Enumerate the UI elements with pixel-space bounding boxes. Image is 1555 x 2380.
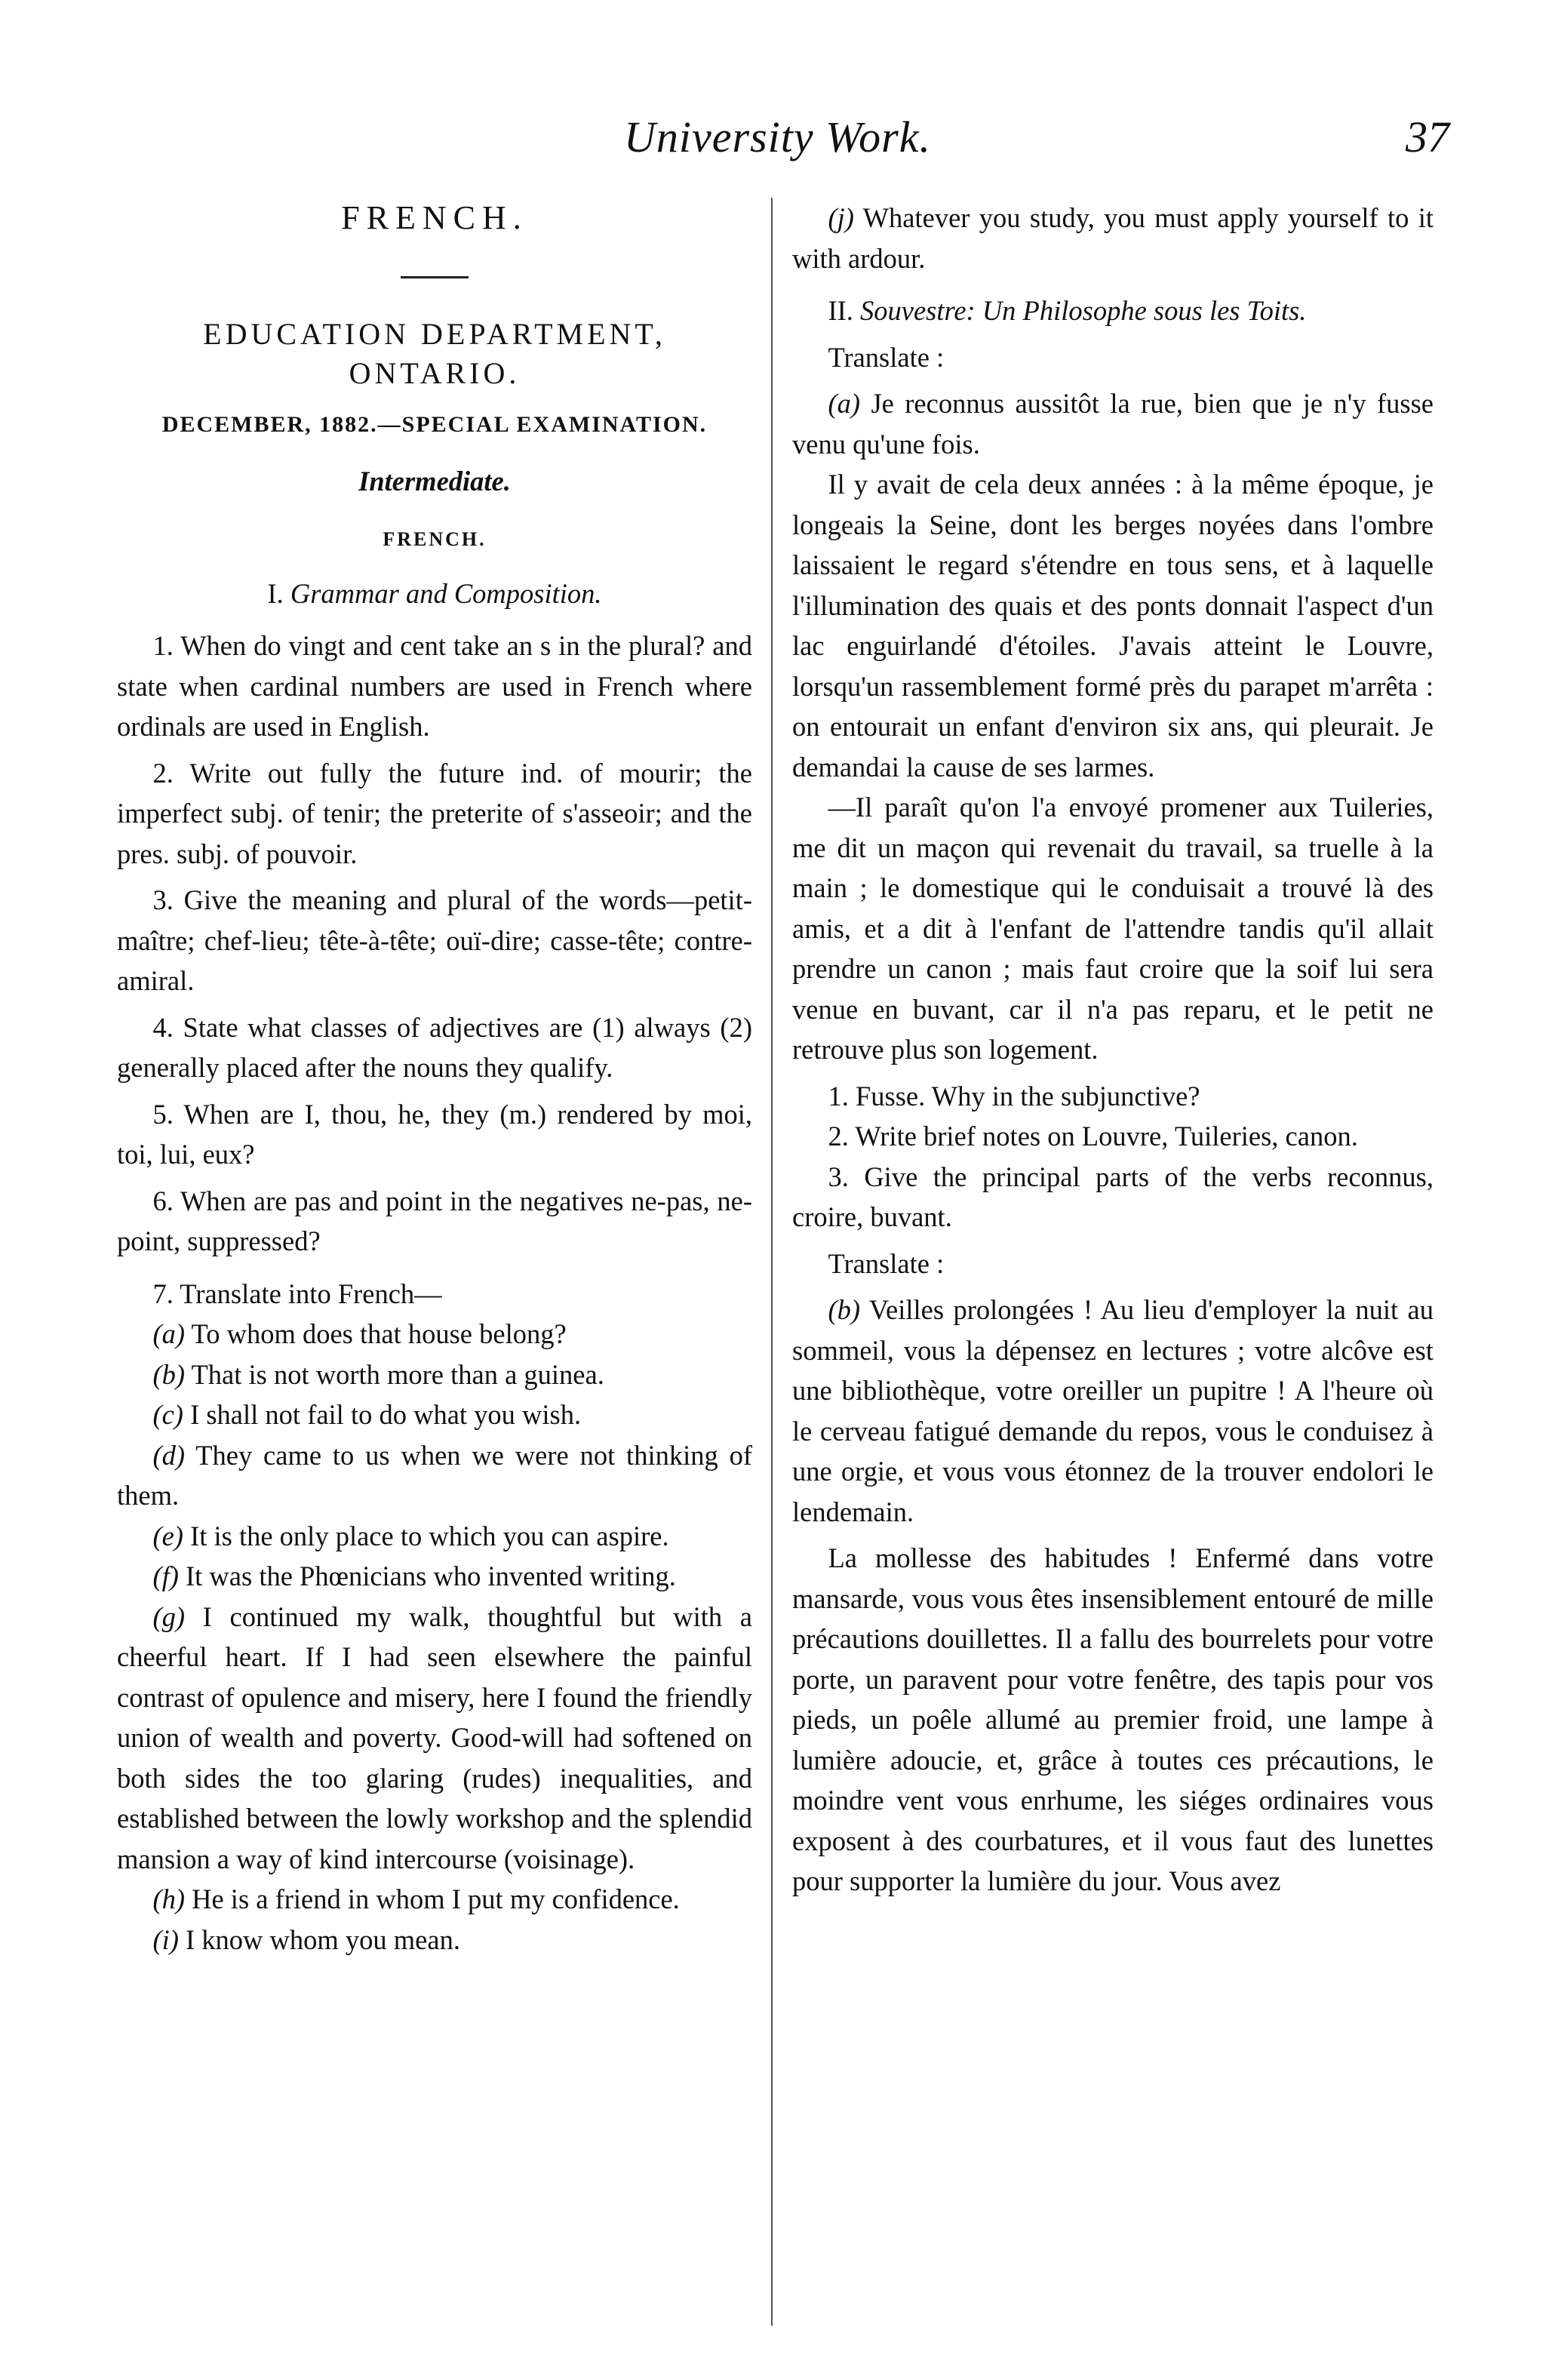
translation-item-h [117,1879,752,1920]
item-text: To whom does that house belong? [191,1318,567,1349]
translation-item-d [117,1435,752,1516]
section-number: I. [267,577,284,609]
item-text: They came to us when we were not thinking of them. [117,1439,752,1511]
item-text: I continued my walk, thoughtful but with a cheerful heart. If I had seen elsewhere the painful contrast of opulence and misery, here I found the friendly union of wealth and poverty. Good-will had softened on both sides the too glaring (rudes) inequalities, and established between the lowly workshop and the splendid mansion a way of kind intercourse (voisinage). [117,1601,752,1874]
passage-b-paragraph-1 [792,1290,1434,1532]
exam-heading: DECEMBER, 1882.—SPECIAL EXAMINATION. [161,411,708,437]
passage-question-1: 1. Fusse. Why in the subjunctive? [828,1080,1200,1112]
item-text: It is the only place to which you can aspire. [190,1520,669,1551]
running-header [0,106,1555,166]
translation-item-c [117,1394,752,1435]
passage-question-3: 3. Give the principal parts of the verbs reconnus, croire, buvant. [792,1161,1434,1232]
running-title: University Work. [624,112,931,161]
subject-heading: FRENCH. [383,528,487,550]
passage-a-paragraph-2: Il y avait de cela deux années : à la même époque, je longeais la Seine, dont les berges noyées dans l'ombre laissaient le regard s'étendre en tous sens, et à laquelle l'illumination des quais et des ponts donnait l'aspect d'un lac enguirlandé d'étoiles. J'avais atteint le Louvre, lorsqu'un rassemblement formé près du parapet m'arrêta : on entourait un enfant d'environ six ans, qui pleurait. Je demandai la cause de ses larmes. [792,469,1434,783]
translation-item-i [117,1920,752,1960]
item-text: I know whom you mean. [186,1923,460,1955]
item-label: (a) [152,1318,185,1349]
item-text: He is a friend in whom I put my confidence. [192,1883,680,1914]
passage-question-2: 2. Write brief notes on Louvre, Tuileries, canon. [828,1121,1358,1152]
passage-a-paragraph-1 [792,383,1434,464]
item-label: (j) [828,202,854,233]
passage-text: Je reconnus aussitôt la rue, bien que je n'y fusse venu qu'une fois. [792,388,1434,460]
item-text: Whatever you study, you must apply yourself to it with ardour. [792,202,1434,274]
section-name: Souvestre: Un Philosophe sous les Toits. [860,295,1307,326]
passage-b-paragraph-2: La mollesse des habitudes ! Enfermé dans votre mansarde, vous vous êtes insensiblement entouré de mille précautions douillettes. Il a fallu des bourrelets pour votre porte, un paravent pour votre fenêtre, des tapis pour vos pieds, un poêle allumé au premier froid, une lampe à lumière adoucie, et, grâce à toutes ces précautions, le moindre vent vous enrhume, les siéges ordinaires vous exposent à des courbatures, et il vous faut des lunettes pour supporter la lumière du jour. Vous avez [792,1542,1434,1896]
item-text: It was the Phœnicians who invented writing. [186,1561,676,1591]
translation-item-g [117,1597,752,1880]
passage-a-paragraph-3: —Il paraît qu'on l'a envoyé promener aux Tuileries, me dit un maçon qui revenait du travail, sa truelle à la main ; le domestique qui le conduisait a trouvé là des amis, et a dit à l'enfant de l'attendre tandis qu'il allait prendre un canon ; mais faut croire que la soif lui sera venue en buvant, car il n'a pas reparu, et le petit ne retrouve plus son logement. [792,792,1434,1065]
translate-label-1: Translate : [828,341,945,373]
section-number: II. [828,295,853,326]
question-3: 3. Give the meaning and plural of the words—petit-maître; chef-lieu; tête-à-tête; ouï-dire; casse-tête; contre-amiral. [117,884,752,996]
title-rule [401,276,469,278]
question-4: 4. State what classes of adjectives are (1) always (2) generally placed after the nouns they qualify. [117,1011,752,1083]
item-label: (g) [152,1601,185,1632]
level-heading: Intermediate. [358,465,511,497]
page-number: 37 [1406,112,1449,161]
question-6: 6. When are pas and point in the negatives ne-pas, ne-point, suppressed? [117,1185,752,1256]
item-label: (f) [152,1561,179,1591]
passage-label: (b) [828,1294,860,1325]
translation-item-e [117,1516,752,1557]
translation-item-f [117,1556,752,1597]
question-2: 2. Write out fully the future ind. of mourir; the imperfect subj. of tenir; the preterite of s'asseoir; and the pres. subj. of pouvoir. [117,757,752,869]
translation-item-b [117,1355,752,1395]
section-name: Grammar and Composition. [290,577,602,609]
translate-label-2: Translate : [828,1247,945,1279]
item-label: (b) [152,1358,185,1390]
passage-label: (a) [828,388,860,419]
left-column [117,198,752,1960]
passage-text: Veilles prolongées ! Au lieu d'employer la nuit au sommeil, vous la dépensez en lectures ; votre alcôve est une bibliothèque, votre oreiller un pupitre ! A l'heure où le cerveau fatigué demande du repos, vous le conduisez à une orgie, et vous vous étonnez de la trouver endolori le lendemain. [792,1294,1434,1527]
question-7: 7. Translate into French— [152,1278,442,1309]
item-label: (h) [152,1883,185,1914]
section-title-french: FRENCH. [341,199,528,236]
section-heading [117,573,752,614]
item-label: (e) [152,1520,183,1551]
item-text: I shall not fail to do what you wish. [190,1399,582,1430]
item-label: (c) [152,1399,183,1430]
translation-item-a [117,1314,752,1355]
item-label: (d) [152,1439,185,1471]
question-5: 5. When are I, thou, he, they (m.) rendered by moi, toi, lui, eux? [117,1098,752,1170]
item-label: (i) [152,1923,179,1955]
department-heading: EDUCATION DEPARTMENT, ONTARIO. [203,316,666,390]
right-column [792,198,1434,1902]
translation-item-j [792,198,1434,278]
column-divider [771,198,773,2326]
question-1: 1. When do vingt and cent take an s in the plural? and state when cardinal numbers are used in French where ordinals are used in English. [117,630,752,742]
section-2-heading [792,291,1434,331]
item-text: That is not worth more than a guinea. [191,1358,604,1390]
